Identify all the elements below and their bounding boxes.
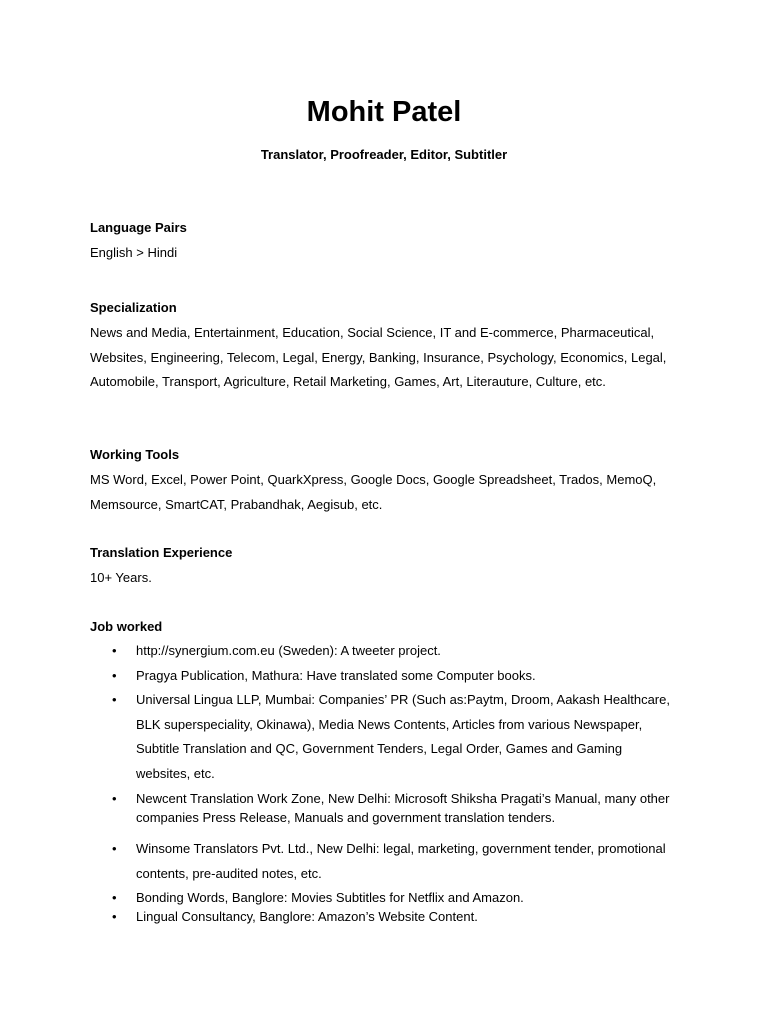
- bullet-icon: •: [112, 791, 117, 806]
- bullet-icon: •: [112, 841, 117, 856]
- section-job-worked: [90, 618, 680, 938]
- bullet-icon: •: [112, 668, 117, 683]
- section-translation-experience: [90, 544, 680, 591]
- section-working-tools: [90, 446, 680, 517]
- bullet-icon: •: [112, 890, 117, 905]
- job-text: Bonding Words, Banglore: Movies Subtitles for Netflix and Amazon.: [136, 890, 524, 905]
- bullet-icon: •: [112, 643, 117, 658]
- list-item: [112, 664, 676, 689]
- list-item: [112, 688, 676, 786]
- section-heading: Working Tools: [90, 447, 180, 462]
- section-text: MS Word, Excel, Power Point, QuarkXpress, Google Docs, Google Spreadsheet, Trados, MemoQ, Memsource, SmartCAT, Prabandhak, Aegisub, etc.: [90, 472, 657, 512]
- job-text: Newcent Translation Work Zone, New Delhi: Microsoft Shiksha Pragati’s Manual, many other companies Press Release, Manuals and government translation tenders.: [136, 791, 670, 825]
- section-text: 10+ Years.: [90, 570, 152, 585]
- section-heading: Translation Experience: [90, 545, 233, 560]
- job-text: Universal Lingua LLP, Mumbai: Companies’ PR (Such as:Paytm, Droom, Aakash Healthcare, BLK superspeciality, Okinawa), Media News Contents, Articles from various Newspaper, Subtitle Translation and QC, Government Tenders, Legal Order, Games and Gaming websites, etc.: [136, 692, 670, 781]
- job-text: Pragya Publication, Mathura: Have translated some Computer books.: [136, 668, 536, 683]
- job-text: Winsome Translators Pvt. Ltd., New Delhi: legal, marketing, government tender, promotional contents, pre-audited notes, etc.: [136, 841, 666, 881]
- bullet-icon: •: [112, 909, 117, 924]
- candidate-name: Mohit Patel: [306, 96, 462, 128]
- list-item: [112, 837, 676, 886]
- bullet-icon: •: [112, 692, 117, 707]
- section-text: News and Media, Entertainment, Education, Social Science, IT and E-commerce, Pharmaceutical, Websites, Engineering, Telecom, Legal, Energy, Banking, Insurance, Psychology, Economics, Legal, Automobile, Transport, Agriculture, Retail Marketing, Games, Art, Literauture, Culture, etc.: [90, 325, 667, 389]
- candidate-roles: Translator, Proofreader, Editor, Subtitler: [260, 147, 508, 162]
- section-language-pairs: [90, 219, 680, 266]
- section-heading: Specialization: [90, 300, 177, 315]
- list-item: [112, 908, 676, 927]
- section-heading: Language Pairs: [90, 220, 187, 235]
- section-specialization: [90, 299, 680, 395]
- list-item: [112, 889, 676, 908]
- section-text: English > Hindi: [90, 245, 178, 260]
- list-item: [112, 790, 676, 827]
- list-item: [112, 639, 676, 664]
- section-heading: Job worked: [90, 619, 163, 634]
- job-text: Lingual Consultancy, Banglore: Amazon’s Website Content.: [136, 909, 478, 924]
- job-text: http://synergium.com.eu (Sweden): A tweeter project.: [136, 643, 441, 658]
